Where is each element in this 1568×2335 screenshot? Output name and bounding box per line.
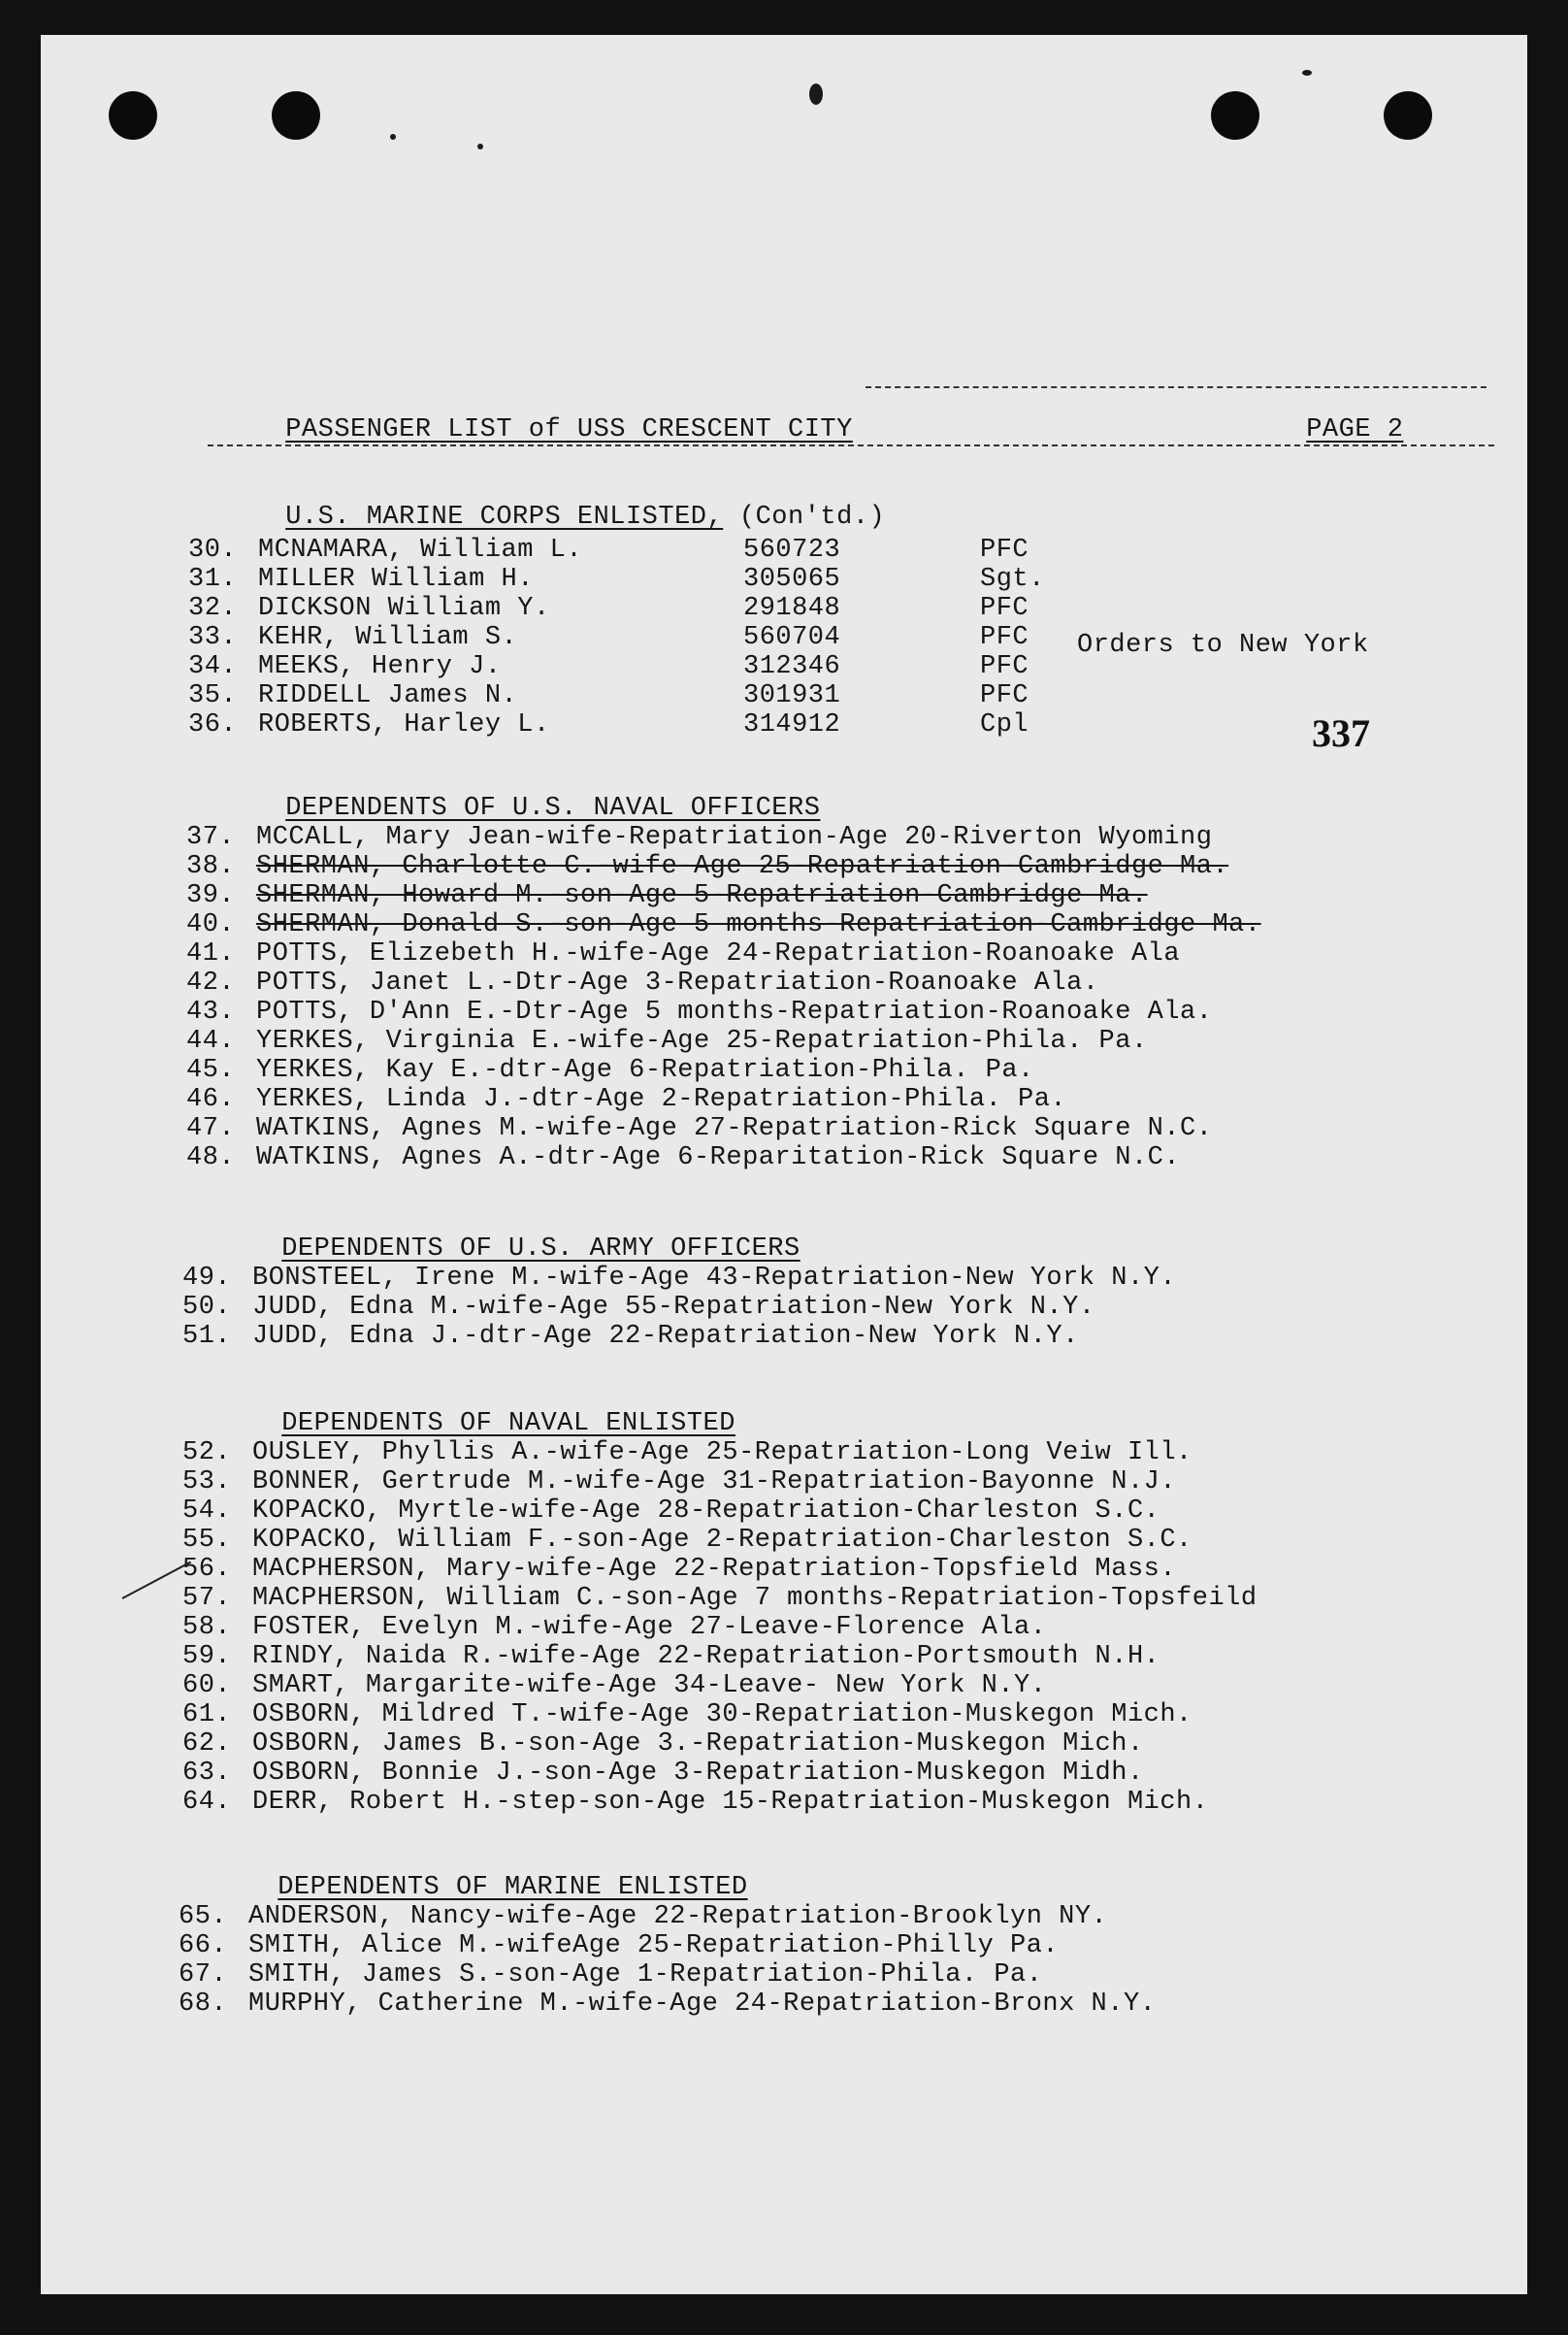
entry-number: 67. bbox=[179, 1960, 228, 1990]
entry-number: 49. bbox=[182, 1264, 232, 1293]
entry-text: MCCALL, Mary Jean-wife-Repatriation-Age 20-Riverton Wyoming bbox=[256, 823, 1213, 852]
entry-number: 37. bbox=[186, 823, 236, 852]
entry-text: POTTS, Elizebeth H.-wife-Age 24-Repatriation-Roanoake Ala bbox=[256, 939, 1181, 969]
entry-text: KOPACKO, Myrtle-wife-Age 28-Repatriation-Charleston S.C. bbox=[252, 1496, 1160, 1526]
list-entry bbox=[179, 1990, 1156, 2019]
person-name: MEEKS, Henry J. bbox=[258, 652, 502, 681]
list-entry bbox=[179, 1931, 1059, 1960]
list-entry bbox=[182, 1642, 1160, 1671]
list-entry bbox=[182, 1671, 1046, 1700]
service-number: 312346 bbox=[743, 652, 841, 681]
entry-number: 46. bbox=[186, 1085, 236, 1114]
heading-text: DEPENDENTS OF U.S. ARMY OFFICERS bbox=[281, 1234, 800, 1264]
struck-entry-text: SHERMAN, Charlotte C.-wife-Age 25-Repatriation-Cambridge Ma. bbox=[256, 852, 1229, 881]
entry-text: MACPHERSON, William C.-son-Age 7 months-Repatriation-Topsfeild bbox=[252, 1584, 1258, 1613]
entry-number: 43. bbox=[186, 998, 236, 1027]
entry-text: ANDERSON, Nancy-wife-Age 22-Repatriation-Brooklyn NY. bbox=[248, 1902, 1108, 1931]
list-entry bbox=[182, 1264, 1176, 1293]
entry-number: 68. bbox=[179, 1990, 228, 2019]
pencil-check-mark bbox=[122, 1562, 192, 1599]
entry-text: MACPHERSON, Mary-wife-Age 22-Repatriation-Topsfield Mass. bbox=[252, 1555, 1177, 1584]
list-entry bbox=[186, 881, 1148, 910]
rank: PFC bbox=[980, 652, 1029, 681]
entry-number: 55. bbox=[182, 1526, 232, 1555]
list-entry bbox=[186, 852, 1228, 881]
entry-text: YERKES, Virginia E.-wife-Age 25-Repatriation-Phila. Pa. bbox=[256, 1027, 1148, 1056]
list-entry bbox=[186, 1056, 1034, 1085]
entry-text: BONNER, Gertrude M.-wife-Age 31-Repatriation-Bayonne N.J. bbox=[252, 1467, 1177, 1496]
rank: PFC bbox=[980, 623, 1029, 652]
entry-number: 44. bbox=[186, 1027, 236, 1056]
entry-text: POTTS, Janet L.-Dtr-Age 3-Repatriation-Roanoake Ala. bbox=[256, 969, 1099, 998]
entry-number: 39. bbox=[186, 881, 236, 910]
entry-text: YERKES, Linda J.-dtr-Age 2-Repatriation-Phila. Pa. bbox=[256, 1085, 1067, 1114]
struck-entry-text: SHERMAN, Donald S.-son-Age 5 months-Repatriation-Cambridge Ma. bbox=[256, 910, 1261, 939]
list-entry bbox=[182, 1526, 1192, 1555]
entry-number: 65. bbox=[179, 1902, 228, 1931]
entry-text: BONSTEEL, Irene M.-wife-Age 43-Repatriation-New York N.Y. bbox=[252, 1264, 1177, 1293]
rank: Sgt. bbox=[980, 565, 1045, 594]
entry-number: 51. bbox=[182, 1322, 232, 1351]
list-entry bbox=[182, 1467, 1176, 1496]
entry-number: 66. bbox=[179, 1931, 228, 1960]
row-number: 36. bbox=[188, 710, 238, 740]
list-entry bbox=[186, 939, 1180, 969]
entry-text: SMITH, James S.-son-Age 1-Repatriation-Phila. Pa. bbox=[248, 1960, 1043, 1990]
entry-number: 62. bbox=[182, 1729, 232, 1759]
entry-text: RINDY, Naida R.-wife-Age 22-Repatriation-Portsmouth N.H. bbox=[252, 1642, 1160, 1671]
entry-text: SMITH, Alice M.-wifeAge 25-Repatriation-Philly Pa. bbox=[248, 1931, 1060, 1960]
document-body bbox=[41, 35, 1527, 2294]
list-entry bbox=[186, 823, 1212, 852]
entry-text: JUDD, Edna M.-wife-Age 55-Repatriation-New York N.Y. bbox=[252, 1293, 1095, 1322]
entry-number: 50. bbox=[182, 1293, 232, 1322]
person-name: RIDDELL James N. bbox=[258, 681, 518, 710]
page-number-text: PAGE 2 bbox=[1306, 415, 1404, 444]
row-number: 30. bbox=[188, 536, 238, 565]
entry-text: POTTS, D'Ann E.-Dtr-Age 5 months-Repatriation-Roanoake Ala. bbox=[256, 998, 1213, 1027]
entry-text: KOPACKO, William F.-son-Age 2-Repatriation-Charleston S.C. bbox=[252, 1526, 1192, 1555]
entry-text: DERR, Robert H.-step-son-Age 15-Repatriation-Muskegon Mich. bbox=[252, 1788, 1209, 1817]
rank: PFC bbox=[980, 594, 1029, 623]
list-entry bbox=[186, 969, 1099, 998]
row-number: 31. bbox=[188, 565, 238, 594]
entry-text: FOSTER, Evelyn M.-wife-Age 27-Leave-Florence Ala. bbox=[252, 1613, 1047, 1642]
orders-note: Orders to New York bbox=[1077, 631, 1369, 660]
page-number bbox=[1209, 386, 1403, 474]
struck-entry-text: SHERMAN, Howard M.-son-Age 5-Repatriation-Cambridge Ma. bbox=[256, 881, 1148, 910]
person-name: MCNAMARA, William L. bbox=[258, 536, 583, 565]
person-name: MILLER William H. bbox=[258, 565, 534, 594]
entry-number: 40. bbox=[186, 910, 236, 939]
list-entry bbox=[182, 1788, 1208, 1817]
page-title bbox=[188, 386, 853, 474]
entry-text: OUSLEY, Phyllis A.-wife-Age 25-Repatriation-Long Veiw Ill. bbox=[252, 1438, 1192, 1467]
entry-text: OSBORN, James B.-son-Age 3.-Repatriation-Muskegon Mich. bbox=[252, 1729, 1144, 1759]
title-text: PASSENGER LIST of USS CRESCENT CITY bbox=[285, 415, 853, 444]
entry-number: 45. bbox=[186, 1056, 236, 1085]
list-entry bbox=[182, 1293, 1095, 1322]
person-name: DICKSON William Y. bbox=[258, 594, 550, 623]
list-entry bbox=[182, 1438, 1192, 1467]
entry-number: 54. bbox=[182, 1496, 232, 1526]
entry-text: OSBORN, Mildred T.-wife-Age 30-Repatriation-Muskegon Mich. bbox=[252, 1700, 1192, 1729]
entry-number: 41. bbox=[186, 939, 236, 969]
entry-number: 57. bbox=[182, 1584, 232, 1613]
list-entry bbox=[182, 1759, 1144, 1788]
rank: PFC bbox=[980, 536, 1029, 565]
person-name: ROBERTS, Harley L. bbox=[258, 710, 550, 740]
entry-text: YERKES, Kay E.-dtr-Age 6-Repatriation-Phila. Pa. bbox=[256, 1056, 1034, 1085]
list-entry bbox=[179, 1902, 1107, 1931]
entry-text: WATKINS, Agnes M.-wife-Age 27-Repatriation-Rick Square N.C. bbox=[256, 1114, 1213, 1143]
row-number: 34. bbox=[188, 652, 238, 681]
list-entry bbox=[186, 998, 1212, 1027]
entry-number: 58. bbox=[182, 1613, 232, 1642]
entry-text: JUDD, Edna J.-dtr-Age 22-Repatriation-New York N.Y. bbox=[252, 1322, 1079, 1351]
entry-text: MURPHY, Catherine M.-wife-Age 24-Repatriation-Bronx N.Y. bbox=[248, 1990, 1157, 2019]
stamp-number: 337 bbox=[1312, 711, 1370, 755]
service-number: 560704 bbox=[743, 623, 841, 652]
list-entry bbox=[182, 1584, 1258, 1613]
service-number: 314912 bbox=[743, 710, 841, 740]
entry-number: 48. bbox=[186, 1143, 236, 1172]
entry-number: 52. bbox=[182, 1438, 232, 1467]
heading-text: DEPENDENTS OF MARINE ENLISTED bbox=[278, 1873, 748, 1902]
row-number: 33. bbox=[188, 623, 238, 652]
list-entry bbox=[182, 1729, 1144, 1759]
list-entry bbox=[186, 1143, 1180, 1172]
heading-text: DEPENDENTS OF NAVAL ENLISTED bbox=[281, 1409, 735, 1438]
service-number: 301931 bbox=[743, 681, 841, 710]
heading-suffix: (Con'td.) bbox=[738, 503, 886, 532]
entry-number: 61. bbox=[182, 1700, 232, 1729]
entry-number: 42. bbox=[186, 969, 236, 998]
list-entry bbox=[186, 1027, 1148, 1056]
list-entry bbox=[182, 1613, 1046, 1642]
entry-number: 38. bbox=[186, 852, 236, 881]
list-entry bbox=[186, 1114, 1212, 1143]
list-entry bbox=[179, 1960, 1042, 1990]
service-number: 305065 bbox=[743, 565, 841, 594]
heading-text: U.S. MARINE CORPS ENLISTED, bbox=[285, 503, 724, 532]
row-number: 35. bbox=[188, 681, 238, 710]
entry-text: WATKINS, Agnes A.-dtr-Age 6-Reparitation-Rick Square N.C. bbox=[256, 1143, 1181, 1172]
entry-number: 53. bbox=[182, 1467, 232, 1496]
entry-number: 64. bbox=[182, 1788, 232, 1817]
entry-number: 59. bbox=[182, 1642, 232, 1671]
list-entry bbox=[186, 1085, 1066, 1114]
document-page bbox=[41, 35, 1527, 2294]
entry-number: 47. bbox=[186, 1114, 236, 1143]
entry-text: SMART, Margarite-wife-Age 34-Leave- New York N.Y. bbox=[252, 1671, 1047, 1700]
rank: Cpl bbox=[980, 710, 1029, 740]
entry-number: 60. bbox=[182, 1671, 232, 1700]
service-number: 291848 bbox=[743, 594, 841, 623]
row-number: 32. bbox=[188, 594, 238, 623]
entry-text: OSBORN, Bonnie J.-son-Age 3-Repatriation-Muskegon Midh. bbox=[252, 1759, 1144, 1788]
list-entry bbox=[182, 1700, 1192, 1729]
list-entry bbox=[182, 1555, 1176, 1584]
entry-number: 56. bbox=[182, 1555, 232, 1584]
rank: PFC bbox=[980, 681, 1029, 710]
heading-text: DEPENDENTS OF U.S. NAVAL OFFICERS bbox=[285, 794, 821, 823]
entry-number: 63. bbox=[182, 1759, 232, 1788]
person-name: KEHR, William S. bbox=[258, 623, 518, 652]
divider bbox=[208, 444, 1494, 446]
service-number: 560723 bbox=[743, 536, 841, 565]
list-entry bbox=[182, 1496, 1160, 1526]
list-entry bbox=[186, 910, 1261, 939]
list-entry bbox=[182, 1322, 1079, 1351]
